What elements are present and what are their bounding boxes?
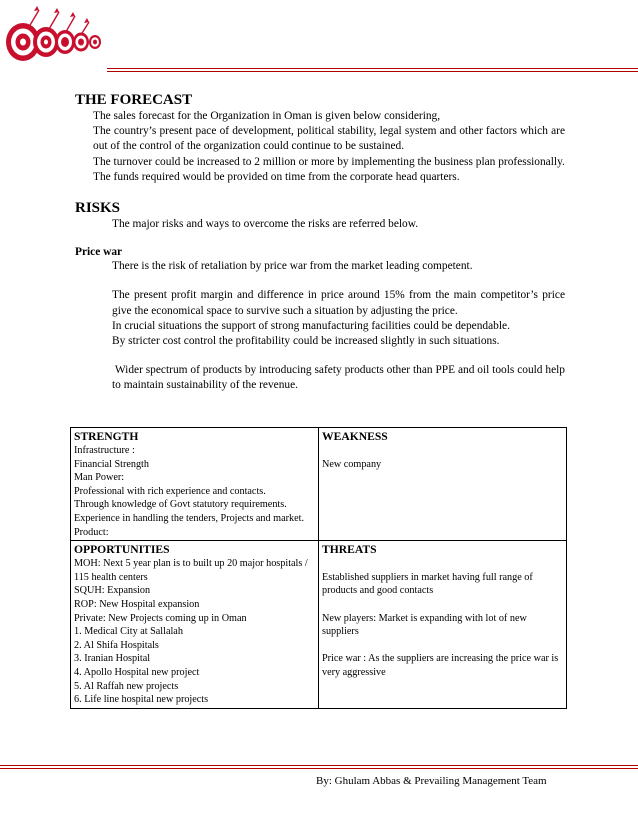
table-row (71, 541, 567, 709)
forecast-line: The country’s present pace of development, political stability, legal system and other factors which are out of the control of the organization could continue to be sustained. (93, 125, 565, 153)
footer-rule-thin (0, 768, 638, 769)
swot-table (70, 427, 567, 709)
list-item: New players: Market is expanding with lot of new suppliers (322, 612, 527, 638)
list-item: Through knowledge of Govt statutory requirements. (74, 499, 287, 511)
opportunities-cell (71, 541, 319, 709)
document-body (75, 91, 568, 394)
list-item: Private: New Projects coming up in Oman (74, 612, 247, 624)
risks-heading: RISKS (75, 200, 121, 217)
list-item: MOH: Next 5 year plan is to built up 20 major hospitals / 115 health centers (74, 558, 308, 583)
list-item: Professional with rich experience and contacts. (74, 485, 266, 497)
price-war-text (75, 259, 568, 393)
list-item: Established suppliers in market having full range of products and good contacts (322, 571, 533, 597)
list-item: Man Power: (74, 472, 125, 484)
price-war-heading: Price war (75, 246, 123, 259)
list-item: 2. Al Shifa Hospitals (74, 639, 159, 651)
forecast-line: The funds required would be provided on time from the corporate head quarters. (93, 170, 460, 183)
list-item: SQUH: Expansion (74, 585, 151, 597)
forecast-line: The sales forecast for the Organization in Oman is given below considering, (93, 110, 441, 122)
header-rule-thin (107, 71, 638, 72)
list-item: 1. Medical City at Sallalah (74, 626, 183, 638)
list-item: New company (322, 458, 382, 470)
opportunities-title: OPPORTUNITIES (74, 543, 170, 557)
threats-cell (319, 541, 567, 709)
weakness-cell (319, 428, 567, 541)
target-arrows-logo (3, 2, 107, 64)
strength-cell (71, 428, 319, 541)
list-item: Financial Strength (74, 458, 149, 470)
forecast-line: The turnover could be increased to 2 million or more by implementing the business plan professionally. (93, 155, 565, 168)
price-war-paragraph: The present profit margin and difference in price around 15% from the main competitor’s price give the economical space to survive such a situation by adjusting the price. (112, 289, 565, 317)
strength-title: STRENGTH (74, 430, 139, 443)
list-item: 4. Apollo Hospital new project (74, 666, 200, 678)
price-war-paragraph: In crucial situations the support of strong manufacturing facilities could be dependable. (112, 319, 510, 332)
weakness-title: WEAKNESS (322, 430, 388, 443)
footer-credit: By: Ghulam Abbas & Prevailing Management Team (316, 775, 547, 787)
list-item: 5. Al Raffah new projects (74, 680, 179, 692)
footer-rule (0, 765, 638, 766)
price-war-paragraph: Wider spectrum of products by introducing safety products other than PPE and oil tools could help to maintain sustainability of the revenue. (112, 364, 568, 392)
price-war-paragraph: There is the risk of retaliation by price war from the market leading competent. (112, 260, 473, 273)
threats-title: THREATS (322, 543, 377, 557)
list-item: ROP: New Hospital expansion (74, 598, 200, 610)
price-war-paragraph: By stricter cost control the profitability could be increased slightly in such situations. (112, 335, 500, 348)
risks-intro: The major risks and ways to overcome the risks are referred below. (112, 218, 419, 231)
list-item: 3. Iranian Hospital (74, 653, 151, 665)
forecast-text (75, 109, 565, 185)
list-item: 6. Life line hospital new projects (74, 694, 209, 706)
table-row (71, 428, 567, 541)
list-item: Infrastructure : (74, 445, 135, 456)
forecast-heading: THE FORECAST (75, 92, 193, 108)
list-item: Price war : As the suppliers are increasing the price war is very aggressive (322, 653, 559, 678)
list-item: Experience in handling the tenders, Projects and market. (74, 512, 304, 524)
header-rule (107, 68, 638, 69)
risks-text (75, 217, 565, 232)
list-item: Product: (74, 526, 109, 538)
